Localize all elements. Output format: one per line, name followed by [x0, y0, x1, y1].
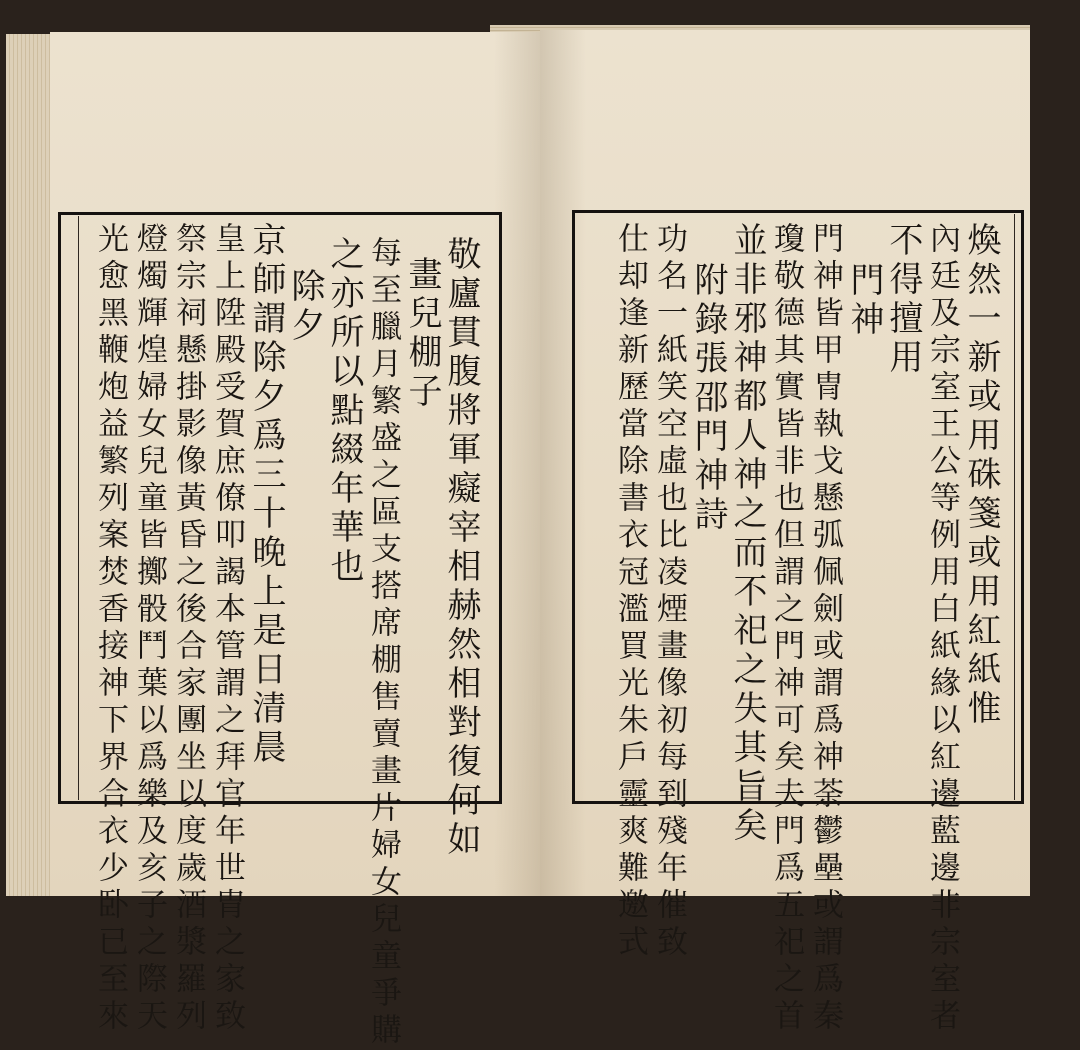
right-column-2: 內廷及宗室王公等例用白紙緣以紅邊藍邊非宗室者 [924, 222, 960, 1036]
right-column-3: 不得擅用 [883, 222, 923, 378]
left-column-6: 京師謂除夕爲三十晚上是日清晨 [246, 222, 286, 768]
left-column-8: 祭宗祠懸掛影像黃昏之後合家團坐以度歲酒漿羅列 [170, 222, 206, 1036]
left-page-stack-edge [6, 34, 50, 896]
right-column-7: 並非邪神都人神之而不祀之失其旨矣 [727, 222, 767, 846]
left-column-1: 敬廬貫腹將軍癡宰相赫然相對復何如 [441, 236, 481, 860]
left-column-5: 除夕 [285, 268, 325, 346]
right-column-5: 門神皆甲冑執戈懸弧佩劍或謂爲神荼鬱壘或謂爲秦 [807, 222, 843, 1036]
left-column-4: 之亦所以點綴年華也 [324, 236, 364, 587]
left-column-9: 燈燭輝煌婦女兒童皆擲骰鬥葉以爲樂及亥子之際天 [131, 222, 167, 1036]
left-column-7: 皇上陞殿受賀庶僚叩謁本管謂之拜官年世胄之家致 [209, 222, 245, 1036]
right-column-4: 門神 [844, 262, 884, 340]
right-column-9: 功名一紙笑空虛也比凌煙畫像初每到殘年催致 [651, 222, 687, 962]
left-column-10: 光愈黑鞭炮益繁列案焚香接神下界合衣少卧已至來 [92, 222, 128, 1036]
left-column-3: 每至臘月繁盛之區支搭席棚售賣畫片婦女兒童爭購 [365, 236, 401, 1050]
right-column-10: 仕却逢新歷當除書衣冠濫買光朱戶靈爽難邀式 [612, 222, 648, 962]
right-frame-inner-rule [1014, 214, 1015, 800]
right-column-6: 瓊敬德其實皆非也但謂之門神可矣夫門爲五祀之首 [768, 222, 804, 1036]
left-column-2: 畫兒棚子 [402, 256, 442, 412]
right-column-8: 附錄張邵門神詩 [688, 262, 728, 535]
left-frame-inner-rule [78, 216, 79, 800]
right-column-1: 煥然一新或用硃箋或用紅紙惟 [961, 222, 1001, 729]
